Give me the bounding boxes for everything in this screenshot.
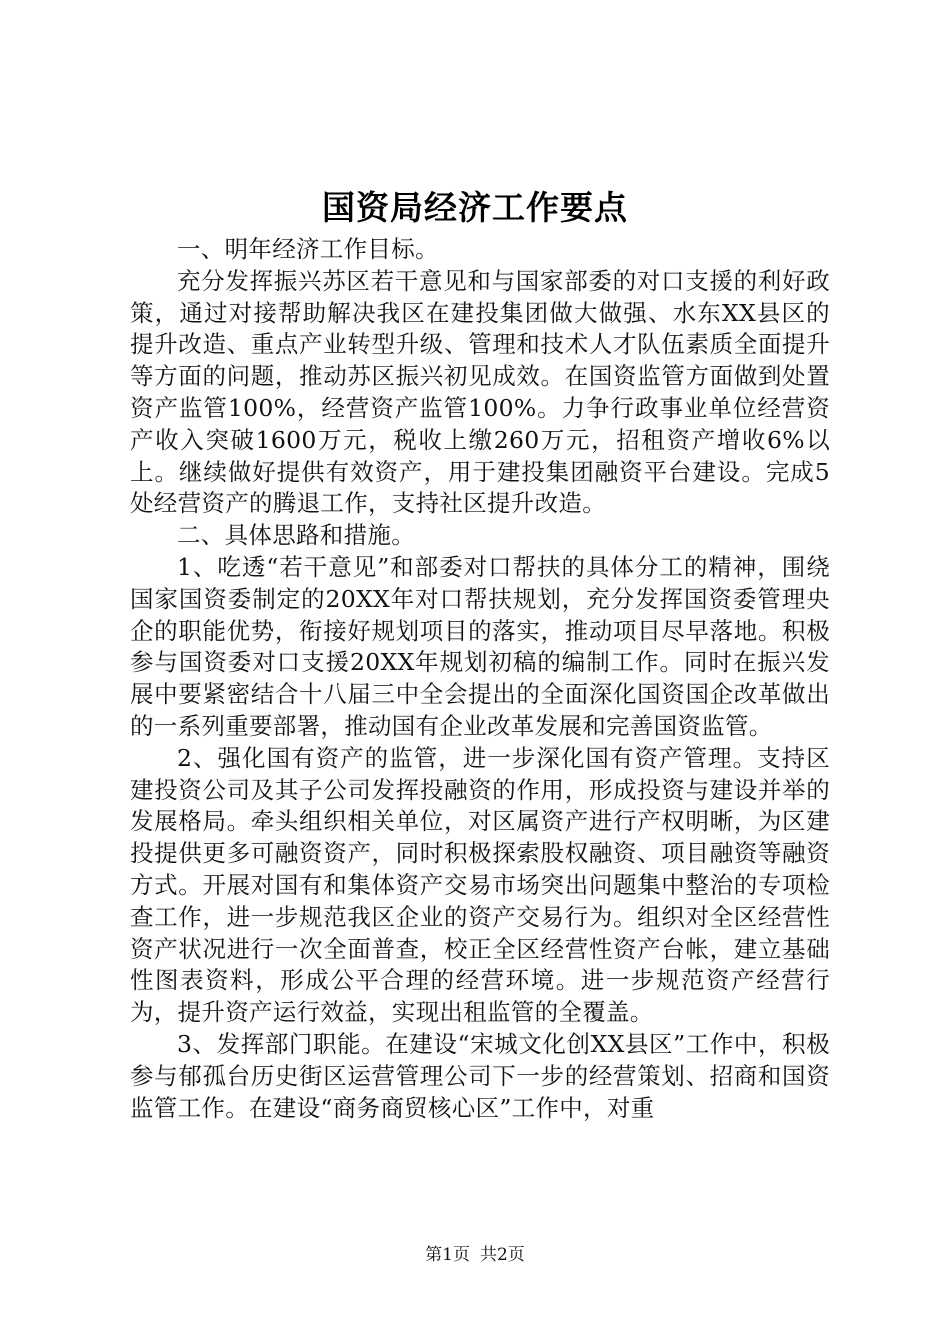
paragraph-measure-3: 3、发挥部门职能。在建设“宋城文化创XX县区”工作中，积极参与郁孤台历史街区运营管理公司下一步的经营策划、招商和国资监管工作。在建设“商务商贸核心区”工作中，对重	[130, 1029, 830, 1122]
page-total: 共2页	[480, 1245, 525, 1265]
section-heading-measures: 二、具体思路和措施。	[177, 521, 415, 550]
section-heading-goals: 一、明年经济工作目标。	[177, 235, 439, 263]
document-body	[130, 234, 830, 1124]
document-title: 国资局经济工作要点	[322, 188, 628, 227]
page-footer	[0, 1244, 950, 1266]
paragraph-measure-2: 2、强化国有资产的监管，进一步深化国有资产管理。支持区建投资公司及其子公司发挥投融资的作用，形成投资与建设并举的发展格局。牵头组织相关单位，对区属资产进行产权明晰，为区建投提供更多可融资资产，同时积极探索股权融资、项目融资等融资方式。开展对国有和集体资产交易市场突出问题集中整治的专项检查工作，进一步规范我区企业的资产交易行为。组织对全区经营性资产状况进行一次全面普查，校正全区经营性资产台帐，建立基础性图表资料，形成公平合理的经营环境。进一步规范资产经营行为，提升资产运行效益，实现出租监管的全覆盖。	[130, 743, 830, 1027]
page-number: 第1页	[425, 1245, 470, 1265]
paragraph-measure-1: 1、吃透“若干意见”和部委对口帮扶的具体分工的精神，围绕国家国资委制定的20XX年对口帮扶规划，充分发挥国资委管理央企的职能优势，衔接好规划项目的落实，推动项目尽早落地。积极参与国资委对口支援20XX年规划初稿的编制工作。同时在振兴发展中要紧密结合十八届三中全会提出的全面深化国资国企改革做出的一系列重要部署，推动国有企业改革发展和完善国资监管。	[130, 552, 830, 740]
paragraph-goals: 充分发挥振兴苏区若干意见和与国家部委的对口支援的利好政策，通过对接帮助解决我区在建投集团做大做强、水东XX县区的提升改造、重点产业转型升级、管理和技术人才队伍素质全面提升等方面的问题，推动苏区振兴初见成效。在国资监管方面做到处置资产监管100%，经营资产监管100%。力争行政事业单位经营资产收入突破1600万元，税收上缴260万元，招租资产增收6%以上。继续做好提供有效资产，用于建投集团融资平台建设。完成5处经营资产的腾退工作，支持社区提升改造。	[130, 266, 830, 518]
